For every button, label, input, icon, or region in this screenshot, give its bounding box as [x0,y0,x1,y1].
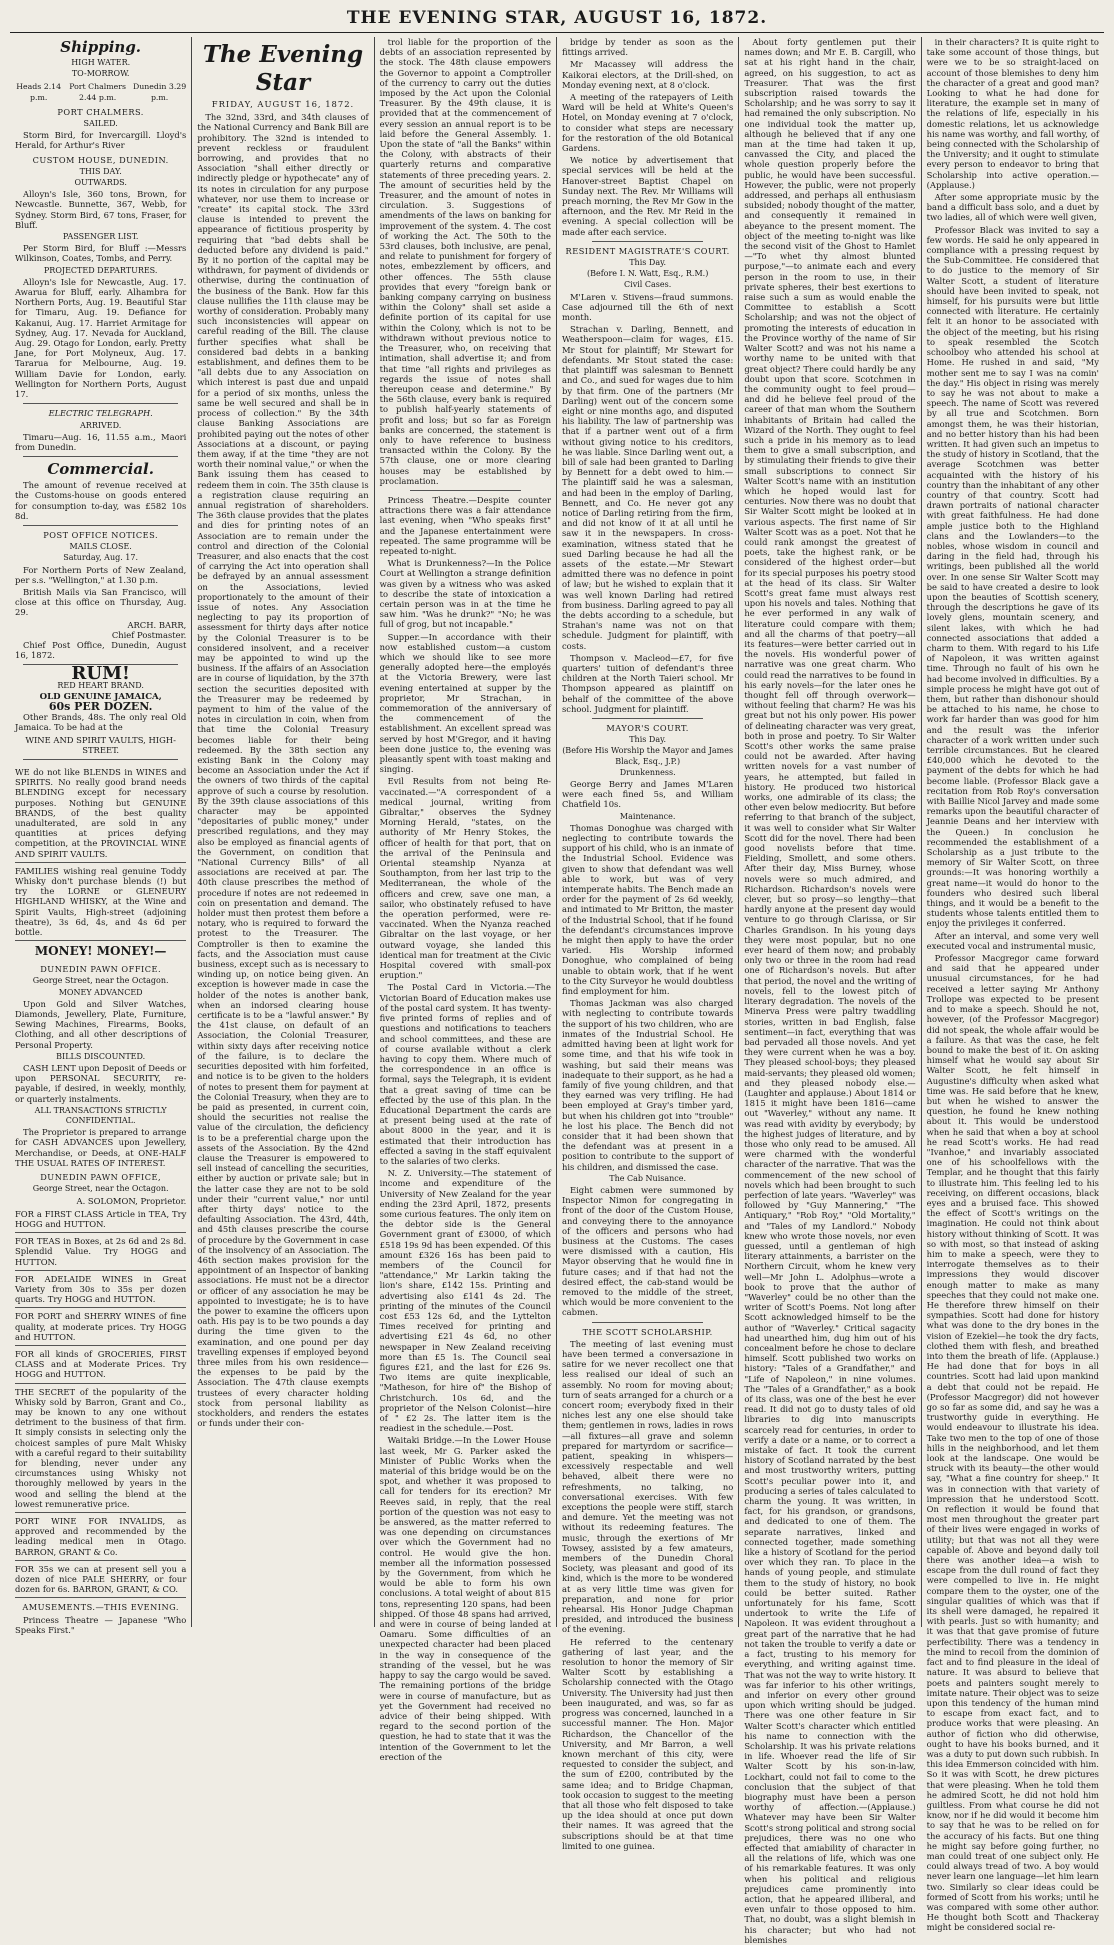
case-strachan: Strachan v. Darling, Bennett, and Weatherspoon—claim for wages, £15. Mr Stout for plaintiff; Mr Stewart for defendants. Mr Stout stated the case: that plaintiff was salesman to Bennett and Co., and sued for wages due to him by that firm. One of the partners (Mr Darling) went out of the concern some eight or nine months ago, and disputed his liability. The law of partnership was that if a partner went out of a firm without giving notice to his creditors, he was liable. Since Darling went out, a bill of sale had been granted to Darling by Bennett for a debt owed to him.—The plaintiff said he was a salesman, and had been in the employ of Darling, Bennett, and Co. He never got any notice of Darling retiring from the firm, and did not know of it at all until he saw it in the newspapers. In cross-examination, witness stated that he sued Darling because he had all the assets of the estate.—Mr Stewart admitted there was no defence in point of law; but he wished to explain that it was well known Darling had retired from business. Darling agreed to pay all the debts according to a schedule, but Strahan's name was not on that schedule. Judgment for plaintiff, with costs. [561,324,734,651]
divider [23,456,178,457]
column-shipping-ads [10,37,192,1635]
tide-dunedin: Dunedin 3.29 p.m. [132,82,187,102]
post-office-heading: POST OFFICE NOTICES. [43,529,159,540]
pawn-office-2: DUNEDIN PAWN OFFICE, [40,1172,162,1183]
case-drunkenness: George Berry and James M'Laren were each fined 5s, and William Chatfield 10s. [561,779,734,810]
rum-title: RUM! [71,663,130,685]
rm-court-before: (Before I. N. Watt, Esq., R.M.) [586,269,709,279]
news-leith-ward: A meeting of the ratepayers of Leith Ward will be held at White's Queen's Hotel, on Monday evening at 7 o'clock, to consider what steps are necessary for the restoration of the old Botanical Gardens. [561,92,734,154]
case-thompson: Thompson v. Macleod—£7, for five quarters' tuition of defendant's three children at the North Taieri school. Mr Thompson appeared as plaintiff on behalf of the committee of the above school. Judgment for plaintiff. [561,652,734,714]
column-news-2 [557,37,739,1851]
column-scott-speech [739,37,921,1945]
mails-date: Saturday, Aug. 17. [63,553,139,563]
evening-star-logo: The Evening Star [202,41,364,96]
rum-brand: RED HEART BRAND. [57,680,144,690]
tide-heads: Heads 2.14 p.m. [16,82,62,102]
news-waitaki-bridge: Waitaki Bridge.—In the Lower House last week, Mr G. Parker asked the Minister of Public Works when the material of this bridge would be on the spot, and whether it was proposed to call for tenders for its erection? Mr Reeves said, in reply, that the real portion of the question was not easy to be answered, as the matter referred to was one depending on circumstances over which the Government had no control. He would give the hon. member all the information possessed by the Government, from which he would be able to form his own conclusions. A total weight of about 815 tons, representing 120 spans, had been shipped. Of those 48 spans had arrived, and were in course of being landed at Oamaru. Some difficulties of an unexpected character had been placed in the way in consequence of the stranding of the vessel, but he was happy to say the cargo would be saved. The remaining portions of the bridge were in course of manufacture, but as yet the Government had received no advice of their being shipped. With regard to the second portion of the question, he had to state that it was the intention of the Government to let the erection of the [379,1435,551,1762]
columns [10,37,1104,1945]
strictly-confidential: ALL TRANSACTIONS STRICTLY CONFIDENTIAL. [34,1105,167,1126]
maintenance-label: Maintenance. [619,811,676,821]
commercial-heading: Commercial. [47,460,154,479]
rm-court-day: This Day. [629,258,667,268]
professor-black: Professor Black was invited to say a few words. He said he only appeared in compliance with a pressing request by the Sub-Committee. He considered that to do justice to the memory of Sir Walter Scott, a student of literature should have been invited to speak, not himself, for his pursuits were but little connected with literature. He certainly felt it an honor to be associated with the object of the meeting, but his rising to speak resembled the Scotch schoolboy who attended his school at Home. He rushed in and said, "My mother sent me to say I was na comin' the day." His object in rising was merely to say he was not about to make a speech. The name of Scott was revered by all true and Scotchmen. Born amongst them, he was their historian, and no better history than his had been written. It had given such an impetus to the study of history in Scotland, that the average Scotchmen was better acquainted with the history of his country than the inhabitant of any other country of that country. Scott had drawn portraits of national character with great faithfulness. He had done ample justice both to the Highland clans and the Lowlanders—to the nobles, whose wisdom in council and daring in the field had, through his writings, been published all the world over. In one sense Sir Walter Scott may be said to have created a desire to look upon the beauties of Scottish scenery, through the descriptions he gave of its lovely glens, mountain scenery, and silent lakes, with which he had connected associations that added a charm to them. With regard to his Life of Napoleon, it was written against time. Through no fault of his own he had become involved in difficulties. By a simple process he might have got out of them, but rather than dishonour should be attached to his name, he chose to work far harder than was good for him and the result was the inferior character of a work written under such terrible circumstances. But he cleared £40,000 which he devoted to the payment of the debts for which he had become liable. (Professor Black gave a recitation from Rob Roy's conversation with Baillie Nicol Jarvey and made some remarks upon the beautiful character of Jeannie Deans and her interview with the Queen.) In conclusion he recommended the establishment of a Scholarship as a just tribute to the memory of Sir Walter Scott, on three grounds:—It was honoring worthily a great name—it would do honor to the founders who desired such liberal things, and it would be a benefit to the students whose talents entitled them to enjoy the privileges it conferred. [926,224,1099,929]
editorial-text: The 32nd, 33rd, and 34th clauses of the National Currency and Bank Bill are prohibitory. The 32nd is intended to prevent reckless or fraudulent borrowing, and provides that no Association "shall either directly or indirectly pledge or hypothecate" any of its notes in circulation for any purpose whatever, nor use them to increase or "create" its capital stock. The 33rd clause is intended to prevent the appearance of fictitious prosperity by requiring that "bad debts shall be deducted before any dividend is paid." By it no portion of the capital may be withdrawn, for payment of dividends or otherwise, during the continuation of the business of the Bank. How far this clause nullifies the 11th clause may be worthy of consideration. Probably many such inconsistencies will appear on careful reading of the Bill. The clause further specifies what shall be considered bad debts in a banking establishment, and defines them to be "all debts due to any Association on which interest is past due and unpaid for a period of six months, unless the same be well secured and shall be in process of collection." By the 34th clause Banking Associations are prohibited paying out the notes of other Associations at a discount, or paying them away, if at the time "they are not worth their nominal value," or when the Bank issuing them has ceased to redeem them in coin. The 35th clause is a registration clause requiring an annual registration of shareholders. The 36th clause provides that the plates and dies for printing notes of an Association are to remain under the control and direction of the Colonial Treasurer, and also enacts that the cost of carrying the Act into operation shall be defrayed by an annual assessment on the Associations, levied proportionately to the amount of their issue of notes. Any Association neglecting to pay its proportion of assessment for thirty days after notice by the Colonial Treasurer is to be considered insolvent, and a receiver may be appointed to wind up the business. If the affairs of an Association are in course of liquidation, by the 37th section the securities deposited with the Treasurer may be redeemed by payment to him of the value of the notes in circulation in coin, when from that time the Colonial Treasury becomes liable for their being redeemed. By the 38th section any existing Bank in the Colony may become an Association under the Act if the owners of two thirds of the capital approve of such a course by resolution. By the 39th clause associations of this character may be appointed "depositaries of public money," under prescribed regulations, and they may also be employed as financial agents of the Government, on condition that "National Currency Bills" of all associations are received at par. The 40th clause prescribes the method of procedure if notes are not redeemed in coin on presentation and demand. The holder must then protest them before a notary, who is required to forward the protest to the Treasurer. The Comptroller is then to examine the facts, and the Association must cause business, except such as is necessary to winding up, on notice being given. An exception is however made in case the holder of the notes is another bank, when an indorsed clearing house certificate is to be a "lawful answer." By the 41st clause, on default of an Association, the Colonial Treasurer, within sixty days after receiving notice of the failure, is to declare the securities deposited with him forfeited, and notice is to be given to the holders of notes to present them for payment at the Colonial Treasury, when they are to be paid as presented, in current coin, should the securities not realise the value of the circulation, the deficiency is to be a preferential charge upon the assets of the Association. By the 42nd clause the Treasurer is empowered to sell instead of cancelling the securities, either by auction or private sale; but in the latter case they are not to be sold under their "current value," nor until after thirty days' notice to the defaulting Association. The 43rd, 44th, and 45th clauses prescribe the course of procedure by the Government in case of the insolvency of an Association. The 46th section makes provision for the appointment of an Inspector of banking associations. He must not be a director or officer of any association he may be appointed to investigate; he is to have the power to examine the officers upon oath. His pay is to be two pounds a day during the time given to the examination, and one pound per day travelling expenses if employed beyond three miles from his own residence—the expenses to be paid by the Association. The 47th clause exempts trustees of every character holding stock from personal liability as stockholders, and renders the estates or funds under their con- [197,112,369,1429]
bills-discounted: BILLS DISCOUNTED. [56,1051,146,1061]
projected-label: PROJECTED DEPARTURES. [43,265,158,275]
amusements-text: Princess Theatre — Japanese "Who Speaks First." [15,1614,187,1635]
money-text: Upon Gold and Silver Watches, Diamonds, Jewellery, Plate, Furniture, Sewing Machines, Firearms, Books, Clothing, and all other descriptions of Personal Property. [15,998,187,1050]
ad-families-text: FAMILIES wishing real genuine Toddy Whisky don't purchase blends (!) but try the LORNE or GLENEURY HIGHLAND WHISKY, at the Wine and Spirit Vaults, High-street (adjoining theatre), 3s 6d, 4s, and 4s 6d per bottle. [15,865,187,938]
rum-vaults: WINE AND SPIRIT VAULTS, HIGH-STREET. [25,734,176,755]
divider [592,241,703,242]
this-day-label: THIS DAY. [79,166,122,176]
case-jackman: Thomas Jackman was also charged with neglecting to contribute towards the support of his two children, who are inmates of the Industrial School. He admitted having been at light work for some time, and that his wife took in washing, but said their means was inadequate to their support, as he had a family of five young children, and that they earned was very trifling. He had been employed at Gray's timber yard, but when his children got into "trouble" he lost his place. The Bench did not consider that it had been shown that the defendant was at present in a position to contribute to the support of his children, and dismissed the case. [561,998,734,1172]
postmaster-name: ARCH. BARR, [127,619,187,630]
rum-text: Other Brands, 48s. The only real Old Jamaica. To be had at the [15,712,187,733]
pawn-address-2: George Street, near the Octagon. [32,1184,169,1194]
ad-barron-2: PORT WINE FOR INVALIDS, as approved and recommended by the leading medical men in Otago. BARRON, GRANT & Co. [15,1513,186,1561]
mayor-court-day: This Day. [629,735,667,745]
editorial-continued: trol liable for the proportion of the debts of an association represented by the stock. The 48th clause empowers the Governor to appoint a Comptroller of the currency to carry out the duties imposed by the Act upon the Colonial Treasurer. By the 49th clause, it is provided that at the commencement of every session an annual report is to be laid before the General Assembly. 1. Upon the state of "all the Banks" within the Colony, with abstracts of their quarterly returns and comparative statements of three preceding years. 2. The amount of securities held by the Treasurer, and the amount of notes in circulation. 3. Suggestions of amendments of the laws on banking for improvement of the system. 4. The cost of working the Act. The 50th to the 53rd clauses, both inclusive, are penal, and relate to punishment for forgery of notes, embezzlement by officers, and other offences. The 55th clause provides that every "foreign bank or banking company carrying on business within the Colony" shall set aside a definite portion of its capital for use within the Colony, which is not to be withdrawn without previous notice to the Treasurer, who, on receiving that intimation, shall advertise it; and from that time "all rights and privileges as regards the issue of notes shall thereupon cease and determine." By the 56th clause, every bank is required to publish half-yearly statements of profit and loss; but so far as Foreign banks are concerned, the statement is only to have reference to business transacted within the Colony. By the 57th clause, one or more clearing houses may be established by proclamation. [379,37,551,486]
ad-hogg-5: FOR all kinds of GROCERIES, FIRST CLASS and at Moderate Prices. Try HOGG and HUTTON. [15,1346,186,1384]
mails-close-label: MAILS CLOSE. [69,542,132,552]
amusements-heading: AMUSEMENTS.—THIS EVENING. [22,1602,180,1613]
rum-line: OLD GENUINE JAMAICA, [39,691,162,702]
arrived-text: Timaru—Aug. 16, 11.55 a.m., Maori from Dunedin. [15,431,187,452]
page-masthead: THE EVENING STAR, AUGUST 16, 1872. [10,8,1104,33]
pawn-office: DUNEDIN PAWN OFFICE. [40,964,162,975]
case-cabmen: Eight cabmen were summoned by Inspector Nimon for congregating in front of the door of the Custom House, and conveying there to the annoyance of the officers and persons who had business at the Customs. The cases were dismissed with a caution, His Mayor observing that he would fine in future cases; and if that had not the desired effect, the cab-stand would be removed to the middle of the street, which would be more convenient to the cabmen. [561,1184,734,1318]
mayor-court-before: (Before His Worship the Mayor and James Black, Esq., J.P.) [562,746,734,766]
news-princess-theatre: Princess Theatre.—Despite counter attractions there was a fair attendance last evening, when "Who speaks first" and the Japanese entertainment were repeated. The same programme will be repeated to-night. [379,494,551,556]
high-water-label: HIGH WATER. [71,58,131,67]
news-postal-card: The Postal Card in Victoria.—The Victorian Board of Education makes use of the postal card system. It has twenty-five printed forms of replies and of questions and notifications to teachers and school committees, and these are of course available without a clerk having to copy them. Where much of the correspondence in an office is formal, says the Telegraph, it is evident that a great saving of time can be effected by the use of this plan. In the Educational Department the cards are at present being used at the rate of about 8000 in the year, and it is estimated that their introduction has effected a saving in the staff equivalent to the salaries of two clerks. [379,982,551,1166]
rum-price: 60s PER DOZEN. [48,699,153,713]
ad-barron-3: FOR 35s we can at present sell you a dozen of nice PALE SHERRY, or four dozen for 6s. BARRON, GRANT, & CO. [15,1561,186,1599]
divider [592,718,703,719]
ad-barron-1: THE SECRET of the popularity of the Whisky sold by Barron, Grant and Co., may be known to any one without detriment to the business of that firm. It simply consists in selecting only the choicest samples of pure Malt Whisky with a careful regard to their suitability for blending, never under any circumstances using Whisky not thoroughly mellowed by years in the wood and selling the blend at the lowest remunerative price. [15,1384,186,1513]
news-bridge-continued: bridge by tender as soon as the fittings arrived. [561,37,734,58]
port-heading: PORT CHALMERS. [57,106,144,117]
sailed-label: SAILED. [83,119,118,129]
sailed-text: Storm Bird, for Invercargill. Lloyd's Herald, for Arthur's River [15,130,187,151]
projected-text: Alloyn's Isle for Newcastle, Aug. 17. Awarua for Bluff, early. Alhambra for Northern Ports, Aug. 19. Beautiful Star for Timaru, Aug. 19. Defiance for Kakanui, Aug. 17. Harriet Armitage for Sydney, Aug. 17. Nevada for Auckland, Aug. 29. Otago for London, early. Pretty Jane, for Port Molyneux, Aug. 17. Tararua for Melbourne, Aug. 19. William Davie for London, early. Wellington for Northern Ports, August 17. [15,276,187,400]
scott-text-2: He referred to the centenary gathering of last year, and the resolution to honor the memory of Sir Walter Scott by establishing a Scholarship connected with the Otago University. The University had just then been inaugurated, and was, so far as progress was concerned, launched in a successful manner. The Hon. Major Richardson, the Chancellor of the University, and Mr Barron, a well known merchant of this city, were requested to consider the subject, and the sum of £200, contributed by the same idea; and to Bridge Chapman, took occasion to suggest to the meeting that all those who felt disposed to take up the idea should at once put down their names. It was agreed that the subscriptions should be at that time limited to one guinea. [561,1636,734,1851]
scott-continued-1: in their characters? It is quite right to take some account of those things, but were we to be so straight-laced on account of those blemishes to deny him the character of a great and good man? Looking to what he had done for literature, the example set in many of the relations of life, especially in his domestic relations, let us acknowledge his name was worthy, and fall worthy, of being connected with the Scholarship of the University; and it ought to stimulate every person to endeavor to bring that Scholarship into active operation.—(Applause.) [926,37,1099,190]
drunkenness-label: Drunkenness. [619,767,676,777]
telegraph-heading: ELECTRIC TELEGRAPH. [48,408,153,419]
postmaster-title: Chief Postmaster. [111,629,187,640]
ad-blends-text: WE do not like BLENDS in WINES and SPIRITS. No really good brand needs BLENDING except for necessary purposes. Nothing but GENUINE BRANDS, of the best quality unadulterated, are sold in any quantities at prices defying competition, at the PROVINCIAL WINE AND SPIRIT VAULTS. [15,766,187,859]
news-vaccination: Evil Results from not being Re-vaccinated.—"A correspondent of a medical journal, writing from Gibraltar," observes the Sydney Morning Herald, "states, on the authority of Mr Henry Stokes, the officer of health for that port, that on the arrival of the Peninsula and Oriental steamship Nyanza at Southampton, from her last trip to the Mediterranean, the whole of the officers and crew, save one man, a sailor, who obstinately refused to have the operation performed, were re-vaccinated. When the Nyanza reached Gibraltar on the last voyage, or her outward voyage, she landed this identical man for treatment at the Civic Hospital covered with small-pox eruption." [379,776,551,981]
news-services: We notice by advertisement that special services will be held at the Hanover-street Baptist Chapel on Sunday next. The Rev. Mr Williams will preach morning, the Rev Mr Gow in the afternoon, and the Rev. Mr Reid in the evening. A special collection will be made after each service. [561,155,734,237]
mayor-court-heading: MAYOR'S COURT. [606,723,689,733]
mails-text-2: British Mails via San Francisco, will close at this office on Thursday, Aug. 29. [15,586,187,618]
scott-text-1: The meeting of last evening must have been termed a conversazione in satire for we never recollect one that less realised our ideal of such an assembly. No room for moving about; turn of seats arranged for a church or a concert room; everybody fixed in their niches lest any one else should take them; gentlemen in rows, ladies in rows—all fixtures—all grave and solemn prepared for martyrdom or sacrifice—patient, speaking in whispers—excessively respectable and well behaved, albeit there were no refreshments, no talking, no conversational exercises. With few exceptions the people were stiff, starch and demure. Yet the meeting was not without its redeeming features. The music, through the exertions of Mr Towsey, assisted by a few amateurs, members of the Dunedin Choral Society, was pleasant and good of its kind, which is the more to be wondered at as very little time was given for preparation, and none for prior rehearsal. His Honor Judge Chapman presided, and introduced the business of the evening. [561,1338,734,1635]
cash-lent: CASH LENT upon Deposit of Deeds or upon PERSONAL SECURITY, re-payable, if desired, in weekly, monthly, or quarterly instalments. [15,1063,187,1104]
editorial-date: FRIDAY, AUGUST 16, 1872. [211,99,355,109]
divider [23,759,178,760]
news-supper: Supper.—In accordance with their now established custom—a custom which we should like to see more generally adopted here—the employés at the Victoria Brewery, were last evening entertained at supper by the proprietor, Mr Strachan, in commemoration of the anniversary of the commencement of the establishment. An excellent spread was served by host M'Gregor, and it having been done justice to, the evening was pleasantly spent with toast making and singing. [379,631,551,775]
passenger-text: Per Storm Bird, for Bluff :—Messrs Wilkinson, Coates, Tombs, and Perry. [15,243,187,264]
case-mlaren: M'Laren v. Stivens—fraud summons. Case adjourned till the 6th of next month. [561,291,734,323]
interval: After an interval, and some very well executed vocal and instrumental music, [926,930,1099,951]
column-news-1 [375,37,557,1762]
money-heading: MONEY! MONEY!— [34,944,167,959]
ad-hogg-4: FOR PORT and SHERRY WINES of fine quality, at moderate prices. Try HOGG and HUTTON. [15,1308,186,1346]
shipping-heading: Shipping. [60,38,142,56]
ad-blends [15,764,186,863]
ad-hogg-2: FOR TEAS in Boxes, at 2s 6d and 2s 8d. Splendid Value. Try HOGG and HUTTON. [15,1233,186,1271]
news-macassey: Mr Macassey will address the Kaikorai electors, at the Drill-shed, on Monday evening next, at 8 o'clock. [561,59,734,90]
commercial-text: The amount of revenue received at the Customs-house on goods entered for consumption to-day, was £582 10s 8d. [15,480,187,521]
divider [592,1322,703,1323]
news-drunkenness: What is Drunkenness?—In the Police Court at Wellington a strange definition was given by a witness who was asked to describe the state of intoxication a certain person was in at the time he saw him. "Was he drunk?" "No; he was full of grog, but not incapable." [379,558,551,630]
news-university: N. Z. University.—The statement of income and expenditure of the University of New Zealand for the year ending the 23rd April, 1872, presents some curious features. The only item on the debtor side is the General Government grant of £3000, of which £518 19s 9d has been expended. Of this amount £326 16s has been paid to members of the Council for "attendance," Mr Larkin taking the lion's share, £142 15s. Printing and advertising also £141 4s 2d. The printing of the minutes of the Council cost £53 12s 6d, and the Lyttelton Times received for printing and advertising £21 4s 6d, no other newspaper in New Zealand receiving more than £5 1s. The Council seal figures £21, and the last for £26 9s. Two items are quite inexplicable, "Matheson, for hire of" the Bishop of Christchurch. 10s 6d, and the proprietor of the Nelson Colonist—hire of " £2 2s. The latter item is the readiest in the schedule.—Post. [379,1168,551,1434]
money-text-2: The Proprietor is prepared to arrange for CASH ADVANCES upon Jewellery, Merchandise, or Deeds, at ONE-HALF THE USUAL RATES OF INTEREST. [15,1127,187,1168]
passenger-label: PASSENGER LIST. [62,232,139,242]
ad-hogg-1: FOR a FIRST CLASS Article in TEA, Try HOGG and HUTTON. [15,1206,186,1233]
tomorrow-label: TO-MORROW. [71,69,130,79]
mails-text-1: For Northern Ports of New Zealand, per s.s. "Wellington," at 1.30 p.m. [15,564,187,585]
case-donoghue: Thomas Donoghue was charged with neglecting to contribute towards the support of his child, who is an inmate of the Industrial School. Evidence was given to show that defendant was well able to work, but was of very intemperate habits. The Bench made an order for the payment of 2s 6d weekly, and intimated to Mr Britton, the master of the Industrial School, that if he found the defendant's circumstances improve he might then apply to have the order varied. His Worship informed Donoghue, who complained of being unable to obtain work, that if he went to the City Surveyor he would doubtless find employment for him. [561,822,734,997]
tide-port-chalmers: Port Chalmers 2.44 p.m. [69,82,127,102]
professor-macgregor: Professor Macgregor came forward and said that he appeared under unusual circumstances, for he had received a letter saying Mr Anthony Trollope was expected to be present and to make a speech. Should he not, however, (of the Professor Macgregor) did not speak, the whole affair would be a failure. As that was the case, he felt bound to make the best of it. On asking himself what he would say about Sir Walter Scott, he felt himself in Augustine's difficulty when asked what time was. He said before that he knew, but when he wished to answer the question, he found he knew nothing about it. This would be understood when he said that when a boy at school he read Scott's works. He had read "Ivanhoe," and invariably associated one of his schoolfellows with the Templar, and he thought that this fairly to illustrate him. This feeling led to his receiving, on different occasions, black eyes and a bruised face. This showed the effect of Scott's writings on the imagination. He could not think about history without thinking of Scott. It was so with most, so that instead of asking him to make a speech, were they to interrogate themselves as to their impressions they would discover enough matter to make as many speeches that they could not make one. He therefore threw himself on their sympathies. Scott had done for history what was done to the dry bones in the vision of Ezekiel—he took the dry facts, clothed them with flesh, and breathed into them the breath of life. (Applause.) He had done that for boys in all countries. Scott had laid upon mankind a debt that could not be repaid. He (Professor Macgregor) did not however go so far as some did, and say he was a trustworthy guide in everything. He would endeavour to illustrate his idea. Take two men to the top of one of those hills in the neighborhood, and let them look at the landscape. One would be struck with its beauty—the other would say, "What a fine country for sheep." It was in connection with that variety of impression that he understood Scott. On reflection it would be found that most men throughout the greater part of their lives were engaged in works of utility; but that was not all they were capable of. Above and beyond daily toil there was another idea—a wish to escape from the dull round of fact they were compelled to live in. He might compare them to the oyster, one of the singular qualities of which was that if its shell were damaged, he repaired it with pearls. Just so with humanity; and it was that that gave promise of future perfectibility. There was a tendency in the mind to recoil from the dominion of fact and to find pleasure in the ideal of nature. It was absurd to believe that poets and painters sought merely to imitate nature. Their object was to seize upon this tendency of the human mind to escape from exact fact, and to produce works that were pleasing. An author of fiction who did otherwise, ought to have his books burned, and it was a duty to put down such rubbish. In this idea Emmerson coincided with him. So it was with Scott, he drew pictures that were pleasing. When he told them he admired Scott, he did not hold him guiltless. From what course he did not know, nor if he did would it become him to say that he was to be relied on for the accuracy of his facts. But one thing he might say before going further, no man could treat of one subject only. He could always tread of two. A boy would never learn one language—let him learn two. Similarly so clear ideas could be formed of Scott from his works; until he was compared with some other author. He thought both Scott and Thackeray might be considered social re- [926,953,1099,1933]
column-editorial [192,37,374,1627]
arrived-label: ARRIVED. [80,420,122,430]
tide-table [15,82,186,102]
cab-nuisance-label: The Cab Nuisance. [609,1173,687,1183]
divider [410,490,521,491]
civil-cases-label: Civil Cases. [624,280,672,290]
post-office-footer: Chief Post Office, Dunedin, August 16, 1872. [15,639,187,661]
pawn-address: George Street, near the Octagon. [32,976,169,986]
scott-continued-2: After some appropriate music by the band a difficult bass solo, and a duet by two ladies, all of which were well given, [926,192,1099,223]
column-scott-continued [922,37,1104,1933]
scott-heading: THE SCOTT SCHOLARSHIP. [582,1326,713,1337]
outwards-text: Alloyn's Isle, 360 tons, Brown, for Newcastle. Bunnette, 367, Webb, for Sydney. Storm Bird, 67 tons, Fraser, for Bluff. [15,189,187,230]
rm-court-heading: RESIDENT MAGISTRATE'S COURT. [565,245,730,256]
customs-heading: CUSTOM HOUSE, DUNEDIN. [32,154,169,165]
outwards-label: OUTWARDS. [74,178,127,188]
scott-speech-text: About forty gentlemen put their names down; and Mr E. B. Cargill, who sat at his right hand in the chair, agreed, on his suggestion, to act as Treasurer. That was the first subscription raised towards the Scholarship; and he was sorry to say it had remained the only subscription. No one individual took the matter up, although he believed that if any one man at the time had taken it up, canvassed the City, and placed the whole question properly before the public, he would have been successful. However, the public, were not properly addressed, and perhaps all enthusiasm subsided; nobody thought of the matter, and consequently it remained in abeyance to the present moment. The object of the meeting to-night was like the second visit of the Ghost to Hamlet—"To whet thy almost blunted purpose,"—to animate each and every person in the room to use, in their private spheres, their best exertions to raise such a sum as would enable the Committee to establish a Scott Scholarship; and was not the object of promoting the interests of education in the Province worthy of the name of Sir Walter Scott? and was not his name a worthy name to be united with that great object? There could hardly be any doubt upon that score. Scotchmen in the community ought to feel proud—and did he believe feel proud of the career of that man whom the Southern inhabitants of Britain had called the Wizard of the North. They ought to feel such a pride in his memory as to lead them to give a small subscription, and by stimulating their friends to give their small subscriptions to connect Sir Walter Scott's name with an institution which he hoped would last for centuries. Now there was no doubt that Sir Walter Scott might be looked at in various aspects. The first name of Sir Walter Scott was as a poet. Not that he could rank amongst the greatest of poets, take the highest rank, or be considered of the highest order—but for its special purposes his poetry stood at the head of its class. Sir Walter Scott's great fame must always rest upon his novels and tales. Nothing that he ever performed in any walk of literature could compare with them; and all the charms of that poetry—all its features—were better carried out in the novels. His wonderful power of narrative was one great charm. Who could read the narratives to be found in his early novels—for the later ones he thought fell off through overwork—without feeling that charm? He was his great but not his only power. His power of delineating character was very great, both in prose and poetry. To Sir Walter Scott's other works the same praise could not be awarded. After having written novels for a vast number of years, he attempted, but failed in history. He produced two historical works, one admirable of its class; the other even below mediocrity. But before referring to that branch of the subject, it was well to consider what Sir Walter Scott did for the novel. There had been good novelists before that time. Fielding, Smollett, and some others. After their day, Miss Burney, whose novels were so much admired, and Richardson. Richardson's novels were clever, but so prosy—so lengthy—that hardly anyone at the present day would venture to go through Clarissa, or Sir Charles Grandison. In his young days they were most popular, but no one ever heard of them now; and probably only two or three in the room had read one of Richardson's novels. But after that period, the novel and the writing of novels, fell to the lowest pitch of literary degradation. The novels of the Minerva Press were paltry twaddling stories, written in bad English, false sentiment—in fact, everything that was bad pervaded all those novels. And yet they were current when he was a boy. They pleased school-boys; they pleased maid-servants; they pleased old women; and they pleased nobody else.—(Laughter and applause.) About 1814 or 1815 it might have been 1816—came out "Waverley," without any name. It was read with avidity by everybody; by the highest judges of literature, and by those who only read to be amused. All were charmed with the wonderful character of the narrative. That was the commencement of the new school of novels which had been brought to such perfection of late years. "Waverley" was followed by "Guy Mannering," "The Antiquary," "Rob Roy," "Old Mortality," and "Tales of my Landlord." Nobody knew who wrote those novels, nor even guessed, until a gentleman of high literary attainments, a barrister on the Northern Circuit, whom he knew very well—Mr John L. Adolphus—wrote a book to prove that the author of "Waverley" could be no other than the writer of Scott's Poems. Not long after Scott acknowledged himself to be the author of "Waverley." Critical sagacity had unearthed him, dug him out of his concealment before he chose to declare himself. Scott published two works on history: "Tales of a Grandfather," and "Life of Napoleon," in nine volumes. The "Tales of a Grandfather," as a book of its class, was one of the best he ever read. It did not go to dusty tales of old libraries to dig into manuscripts scarcely read for centuries, in order to verify a date or a name, or to correct a mistake of fact. It took the current history of Scotland narrated by the best and most trustworthy writers, putting Scott's peculiar power into it, and producing a series of tales calculated to charm the young. It was written, in fact, for his grandson, or grandsons, and dedicated to one of them. The separate narratives, linked and connected together, made something like a history of Scotland for the period over which they ran. To place in the hands of young people, and stimulate them to the study of history, no book could be better suited. Rather unfortunately for his fame, Scott undertook to write the Life of Napoleon. It was evident throughout a great part of the narrative that he had not taken the trouble to verify a date or a fact, trusting to his memory for everything, and writing against time. That was not the way to write history. It was far inferior to his other writings, and inferior on every other ground upon which writing should be judged. There was one other feature in Sir Walter Scott's character which entitled his name to connection with the Scholarship. It was his private relations in life. Whoever read the life of Sir Walter Scott by his son-in-law, Lockhart, could not fail to come to the conclusion that the subject of that biography must have been a person worthy of affection.—(Applause.) Whatever may have been Sir Walter Scott's strong political and strong social prejudices, there was no one who effected that amiability of character in all the relations of life, which was one of his remarkable features. It was only when his political and religious prejudices came prominently into action, that he appeared illiberal, and even unfair to those opposed to him. That, no doubt, was a slight blemish in his character; but who had not blemishes [744,37,916,1945]
money-advanced: MONEY ADVANCED [58,987,143,997]
ad-hogg-3: FOR ADELAIDE WINES in Great Variety from 30s to 35s per dozen quarts. Try HOGG and HUTTON. [15,1271,186,1309]
pawn-owner: A. SOLOMON, Proprietor. [76,1195,187,1206]
ad-families [15,863,186,941]
divider [23,403,178,404]
divider [23,525,178,526]
